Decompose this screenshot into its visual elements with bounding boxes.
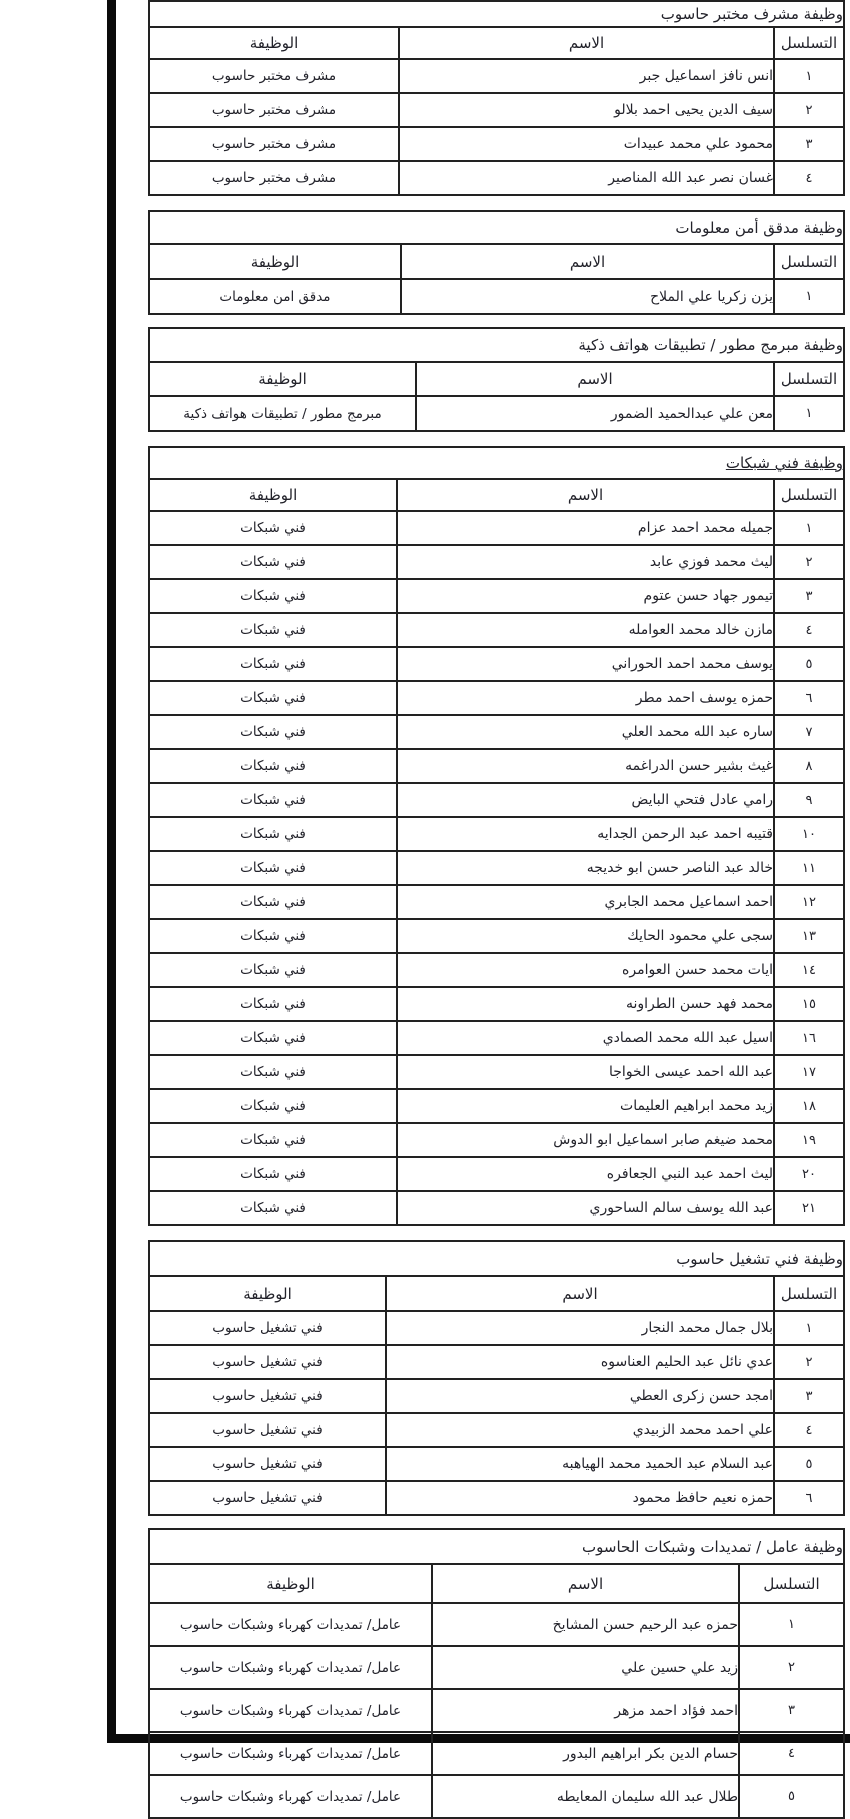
job-cell: فني شبكات xyxy=(149,647,397,681)
job-cell: عامل/ تمديدات كهرباء وشبكات حاسوب xyxy=(149,1689,432,1732)
serial-cell: ١٨ xyxy=(774,1089,844,1123)
table-row xyxy=(149,1481,844,1515)
table-row xyxy=(149,987,844,1021)
serial-cell: ٥ xyxy=(774,647,844,681)
table-row xyxy=(149,1311,844,1345)
name-cell: انس نافز اسماعيل جبر xyxy=(399,59,774,93)
table-row xyxy=(149,885,844,919)
job-cell: فني شبكات xyxy=(149,579,397,613)
table-row xyxy=(149,1089,844,1123)
job-cell: فني شبكات xyxy=(149,851,397,885)
serial-cell: ١ xyxy=(774,511,844,545)
column-header-job: الوظيفة xyxy=(149,1276,386,1311)
serial-cell: ٦ xyxy=(774,1481,844,1515)
name-cell: ساره عبد الله محمد العلي xyxy=(397,715,774,749)
job-cell: فني شبكات xyxy=(149,783,397,817)
table-row xyxy=(149,817,844,851)
table-row xyxy=(149,1447,844,1481)
column-header-name: الاسم xyxy=(399,27,774,59)
name-cell: عدي نائل عبد الحليم العناسوه xyxy=(386,1345,774,1379)
serial-cell: ٢ xyxy=(739,1646,844,1689)
name-cell: ايات محمد حسن العوامره xyxy=(397,953,774,987)
name-cell: غيث بشير حسن الدراغمه xyxy=(397,749,774,783)
serial-cell: ١ xyxy=(774,59,844,93)
table-row xyxy=(149,953,844,987)
serial-cell: ٤ xyxy=(774,613,844,647)
table-row xyxy=(149,1689,844,1732)
job-cell: فني شبكات xyxy=(149,817,397,851)
job-cell: فني شبكات xyxy=(149,545,397,579)
table-row xyxy=(149,396,844,431)
job-cell: فني شبكات xyxy=(149,1021,397,1055)
name-cell: خالد عبد الناصر حسن ابو خديجه xyxy=(397,851,774,885)
name-cell: حمزه عبد الرحيم حسن المشايخ xyxy=(432,1603,739,1646)
table-row xyxy=(149,545,844,579)
job-cell: فني شبكات xyxy=(149,613,397,647)
name-cell: محمد فهد حسن الطراونه xyxy=(397,987,774,1021)
serial-cell: ١ xyxy=(774,1311,844,1345)
column-header-name: الاسم xyxy=(416,362,774,396)
name-cell: عبد السلام عبد الحميد محمد الهياهبه xyxy=(386,1447,774,1481)
column-header-job: الوظيفة xyxy=(149,362,416,396)
name-cell: حمزه نعيم حافظ محمود xyxy=(386,1481,774,1515)
job-cell: مشرف مختبر حاسوب xyxy=(149,161,399,195)
serial-cell: ٣ xyxy=(774,1379,844,1413)
job-cell: فني تشغيل حاسوب xyxy=(149,1481,386,1515)
job-cell: فني شبكات xyxy=(149,987,397,1021)
name-cell: يزن زكريا علي الملاح xyxy=(401,279,774,314)
column-header-job: الوظيفة xyxy=(149,479,397,511)
page-border-left xyxy=(107,0,116,1743)
serial-cell: ٤ xyxy=(739,1732,844,1775)
column-header-name: الاسم xyxy=(401,244,774,279)
table-title: وظيفة مشرف مختبر حاسوب xyxy=(149,1,844,27)
column-header-serial: التسلسل xyxy=(774,27,844,59)
table-row xyxy=(149,1603,844,1646)
job-cell: فني تشغيل حاسوب xyxy=(149,1345,386,1379)
job-table xyxy=(148,1240,845,1516)
table-header-row xyxy=(149,1276,844,1311)
serial-cell: ٤ xyxy=(774,1413,844,1447)
table-title-row xyxy=(149,328,844,362)
table-header-row xyxy=(149,27,844,59)
job-cell: فني شبكات xyxy=(149,511,397,545)
job-cell: مبرمج مطور / تطبيقات هواتف ذكية xyxy=(149,396,416,431)
column-header-name: الاسم xyxy=(386,1276,774,1311)
serial-cell: ١٤ xyxy=(774,953,844,987)
serial-cell: ١ xyxy=(774,396,844,431)
serial-cell: ١٣ xyxy=(774,919,844,953)
serial-cell: ٧ xyxy=(774,715,844,749)
table-row xyxy=(149,1055,844,1089)
table-header-row xyxy=(149,1564,844,1603)
table-row xyxy=(149,1646,844,1689)
job-cell: فني شبكات xyxy=(149,1123,397,1157)
name-cell: حمزه يوسف احمد مطر xyxy=(397,681,774,715)
table-title: وظيفة فني شبكات xyxy=(149,447,844,479)
job-cell: فني شبكات xyxy=(149,919,397,953)
serial-cell: ١٩ xyxy=(774,1123,844,1157)
job-cell: فني شبكات xyxy=(149,715,397,749)
name-cell: سجى علي محمود الحايك xyxy=(397,919,774,953)
serial-cell: ١٢ xyxy=(774,885,844,919)
tables-container xyxy=(150,0,845,1819)
column-header-job: الوظيفة xyxy=(149,1564,432,1603)
serial-cell: ١٦ xyxy=(774,1021,844,1055)
column-header-job: الوظيفة xyxy=(149,27,399,59)
serial-cell: ١٥ xyxy=(774,987,844,1021)
job-table xyxy=(148,327,845,432)
name-cell: محمود علي محمد عبيدات xyxy=(399,127,774,161)
table-row xyxy=(149,613,844,647)
serial-cell: ٢ xyxy=(774,93,844,127)
column-header-serial: التسلسل xyxy=(774,1276,844,1311)
serial-cell: ١ xyxy=(774,279,844,314)
serial-cell: ٢١ xyxy=(774,1191,844,1225)
job-table xyxy=(148,1528,845,1819)
serial-cell: ٢ xyxy=(774,1345,844,1379)
table-row xyxy=(149,1157,844,1191)
name-cell: امجد حسن زكرى العطي xyxy=(386,1379,774,1413)
name-cell: احمد اسماعيل محمد الجابري xyxy=(397,885,774,919)
serial-cell: ٩ xyxy=(774,783,844,817)
job-table xyxy=(148,446,845,1226)
table-title-row xyxy=(149,447,844,479)
column-header-name: الاسم xyxy=(397,479,774,511)
serial-cell: ٥ xyxy=(739,1775,844,1818)
table-title: وظيفة مدقق أمن معلومات xyxy=(149,211,844,244)
name-cell: سيف الدين يحيى احمد بلالو xyxy=(399,93,774,127)
serial-cell: ٣ xyxy=(774,127,844,161)
table-row xyxy=(149,1379,844,1413)
serial-cell: ٢ xyxy=(774,545,844,579)
job-cell: مدقق امن معلومات xyxy=(149,279,401,314)
name-cell: عبد الله احمد عيسى الخواجا xyxy=(397,1055,774,1089)
name-cell: رامي عادل فتحي البايض xyxy=(397,783,774,817)
table-row xyxy=(149,279,844,314)
job-cell: فني تشغيل حاسوب xyxy=(149,1311,386,1345)
name-cell: اسيل عبد الله محمد الصمادي xyxy=(397,1021,774,1055)
table-row xyxy=(149,127,844,161)
serial-cell: ٣ xyxy=(739,1689,844,1732)
table-row xyxy=(149,1021,844,1055)
table-row xyxy=(149,1345,844,1379)
name-cell: ليث محمد فوزي عابد xyxy=(397,545,774,579)
table-header-row xyxy=(149,479,844,511)
table-title: وظيفة فني تشغيل حاسوب xyxy=(149,1241,844,1276)
job-cell: عامل/ تمديدات كهرباء وشبكات حاسوب xyxy=(149,1732,432,1775)
name-cell: ليث احمد عبد النبي الجعافره xyxy=(397,1157,774,1191)
column-header-serial: التسلسل xyxy=(774,244,844,279)
table-title: وظيفة مبرمج مطور / تطبيقات هواتف ذكية xyxy=(149,328,844,362)
serial-cell: ١ xyxy=(739,1603,844,1646)
job-cell: فني شبكات xyxy=(149,1055,397,1089)
job-cell: فني شبكات xyxy=(149,1191,397,1225)
table-title-row xyxy=(149,1241,844,1276)
table-row xyxy=(149,715,844,749)
serial-cell: ١٠ xyxy=(774,817,844,851)
job-cell: عامل/ تمديدات كهرباء وشبكات حاسوب xyxy=(149,1775,432,1818)
serial-cell: ٨ xyxy=(774,749,844,783)
table-title: وظيفة عامل / تمديدات وشبكات الحاسوب xyxy=(149,1529,844,1564)
name-cell: احمد فؤاد احمد مزهر xyxy=(432,1689,739,1732)
serial-cell: ١١ xyxy=(774,851,844,885)
column-header-job: الوظيفة xyxy=(149,244,401,279)
job-cell: فني شبكات xyxy=(149,749,397,783)
serial-cell: ٣ xyxy=(774,579,844,613)
table-title-row xyxy=(149,211,844,244)
name-cell: طلال عبد الله سليمان المعايطه xyxy=(432,1775,739,1818)
name-cell: معن علي عبدالحميد الضمور xyxy=(416,396,774,431)
job-cell: فني شبكات xyxy=(149,953,397,987)
table-row xyxy=(149,1191,844,1225)
column-header-name: الاسم xyxy=(432,1564,739,1603)
job-cell: مشرف مختبر حاسوب xyxy=(149,59,399,93)
table-row xyxy=(149,647,844,681)
table-title-row xyxy=(149,1529,844,1564)
table-row xyxy=(149,93,844,127)
serial-cell: ٥ xyxy=(774,1447,844,1481)
job-cell: فني تشغيل حاسوب xyxy=(149,1379,386,1413)
table-row xyxy=(149,783,844,817)
job-table xyxy=(148,210,845,315)
job-cell: فني شبكات xyxy=(149,1157,397,1191)
job-cell: مشرف مختبر حاسوب xyxy=(149,93,399,127)
job-cell: فني تشغيل حاسوب xyxy=(149,1413,386,1447)
table-row xyxy=(149,919,844,953)
name-cell: يوسف محمد احمد الحوراني xyxy=(397,647,774,681)
name-cell: محمد ضيغم صابر اسماعيل ابو الدوش xyxy=(397,1123,774,1157)
table-row xyxy=(149,681,844,715)
job-cell: عامل/ تمديدات كهرباء وشبكات حاسوب xyxy=(149,1646,432,1689)
table-row xyxy=(149,579,844,613)
name-cell: زيد محمد ابراهيم العليمات xyxy=(397,1089,774,1123)
name-cell: عبد الله يوسف سالم الساحوري xyxy=(397,1191,774,1225)
table-header-row xyxy=(149,244,844,279)
table-title-row xyxy=(149,1,844,27)
name-cell: زيد علي حسين علي xyxy=(432,1646,739,1689)
serial-cell: ١٧ xyxy=(774,1055,844,1089)
job-cell: فني شبكات xyxy=(149,1089,397,1123)
name-cell: بلال جمال محمد النجار xyxy=(386,1311,774,1345)
name-cell: تيمور جهاد حسن عتوم xyxy=(397,579,774,613)
serial-cell: ٦ xyxy=(774,681,844,715)
table-row xyxy=(149,749,844,783)
table-row xyxy=(149,1732,844,1775)
job-cell: فني شبكات xyxy=(149,681,397,715)
table-row xyxy=(149,1123,844,1157)
column-header-serial: التسلسل xyxy=(774,479,844,511)
table-header-row xyxy=(149,362,844,396)
name-cell: حسام الدين بكر ابراهيم البدور xyxy=(432,1732,739,1775)
column-header-serial: التسلسل xyxy=(774,362,844,396)
column-header-serial: التسلسل xyxy=(739,1564,844,1603)
name-cell: علي احمد محمد الزبيدي xyxy=(386,1413,774,1447)
table-row xyxy=(149,511,844,545)
table-row xyxy=(149,1775,844,1818)
table-row xyxy=(149,161,844,195)
job-cell: فني تشغيل حاسوب xyxy=(149,1447,386,1481)
job-cell: عامل/ تمديدات كهرباء وشبكات حاسوب xyxy=(149,1603,432,1646)
job-cell: مشرف مختبر حاسوب xyxy=(149,127,399,161)
name-cell: مازن خالد محمد العوامله xyxy=(397,613,774,647)
job-cell: فني شبكات xyxy=(149,885,397,919)
serial-cell: ٤ xyxy=(774,161,844,195)
name-cell: غسان نصر عبد الله المناصير xyxy=(399,161,774,195)
job-table xyxy=(148,0,845,196)
serial-cell: ٢٠ xyxy=(774,1157,844,1191)
name-cell: قتيبه احمد عبد الرحمن الجدايه xyxy=(397,817,774,851)
table-row xyxy=(149,1413,844,1447)
table-row xyxy=(149,59,844,93)
name-cell: جميله محمد احمد عزام xyxy=(397,511,774,545)
table-row xyxy=(149,851,844,885)
